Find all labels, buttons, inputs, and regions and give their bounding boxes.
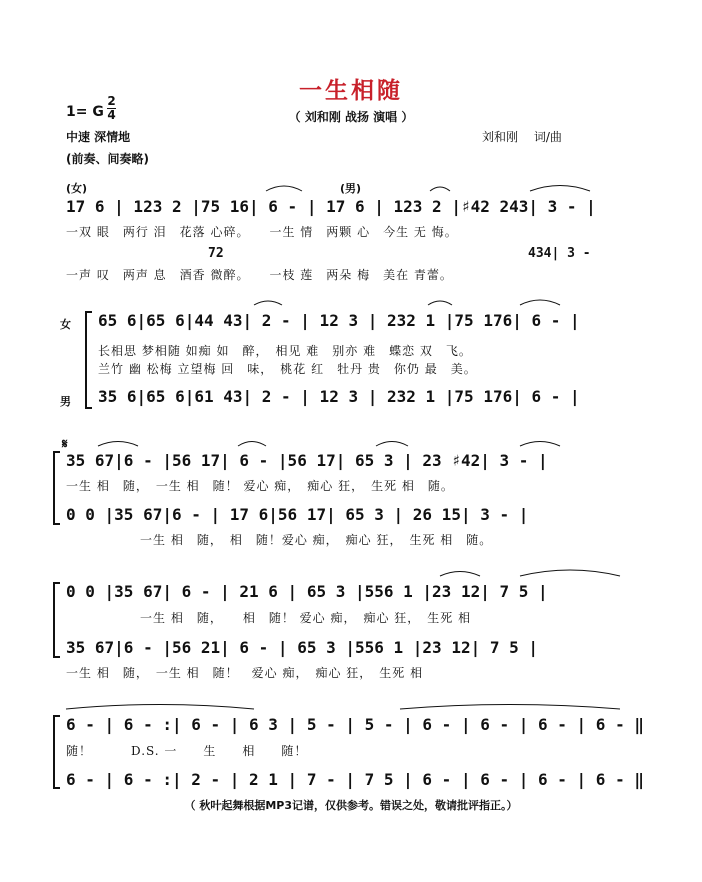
footer-note: （ 秋叶起舞根据MP3记谱，仅供参考。错误之处，敬请批评指正。）	[184, 799, 518, 812]
song-title: 一生相随	[299, 78, 403, 104]
slur-9	[376, 442, 408, 447]
system4-lower-notes: 35 67|6 - |56 21| 6 - | 65 3 |556 1 |23 12| 7 5 |	[66, 638, 539, 657]
performers: （ 刘和刚 战扬 演唱 ）	[288, 110, 414, 124]
bracket-system2	[86, 312, 92, 408]
system2-lyrics-1: 长相思 梦相随 如痴 如 醉， 相见 难 别亦 难 蝶恋 双 飞。	[98, 344, 472, 358]
system1-notes: 17 6 | 123 2 |75 16| 6 - | 17 6 | 123 2 |♯42 243| 3 - |	[66, 197, 596, 216]
slur-12	[520, 570, 620, 576]
system1-lyrics-2: 一声 叹 两声 息 酒香 微醉。 一枝 莲 两朵 梅 美在 青蕾。	[66, 268, 453, 282]
system3-upper-notes: 35 67|6 - |56 17| 6 - |56 17| 65 3 | 23 ♯42| 3 - |	[66, 451, 548, 470]
key-signature: 1= G	[66, 104, 104, 120]
bracket-system3	[54, 452, 60, 524]
role-male: (男)	[340, 182, 362, 195]
slur-10	[520, 442, 560, 447]
slur-13	[66, 705, 254, 710]
slur-8	[238, 442, 266, 447]
slur-4	[254, 301, 282, 305]
system3-lower-lyrics: 一生 相 随， 相 随！爱心 痴， 痴心 狂， 生死 相 随。	[140, 533, 493, 547]
system4-lower-lyrics: 一生 相 随， 一生 相 随！ 爱心 痴， 痴心 狂， 生死 相	[66, 666, 424, 680]
time-signature: 2 4	[107, 94, 116, 122]
slur-7	[98, 442, 138, 447]
system5-upper-notes: 6 - | 6 - :| 6 - | 6 3 | 5 - | 5 - | 6 - | 6 - | 6 - | 6 - ‖	[66, 715, 644, 734]
system1-alt-notes-1: 72	[208, 246, 224, 261]
side-label-female: 女	[60, 318, 71, 331]
bracket-system5	[54, 716, 60, 788]
slur-11	[440, 572, 480, 577]
system1-alt-notes-2: 434| 3 -	[528, 246, 591, 261]
slur-1	[266, 186, 302, 191]
system5-upper-lyrics: 随！ D.S. 一 生 相 随！	[66, 744, 308, 758]
system4-upper-notes: 0 0 |35 67| 6 - | 21 6 | 65 3 |556 1 |23 12| 7 5 |	[66, 582, 548, 601]
system2-lower-notes: 35 6|65 6|61 43| 2 - | 12 3 | 232 1 |75 176| 6 - |	[98, 387, 580, 406]
slur-2	[430, 187, 450, 191]
role-female: (女)	[66, 182, 88, 195]
system5-lower-notes: 6 - | 6 - :| 2 - | 2 1 | 7 - | 7 5 | 6 - | 6 - | 6 - | 6 - ‖	[66, 770, 644, 789]
system3-lower-notes: 0 0 |35 67|6 - | 17 6|56 17| 65 3 | 26 15| 3 - |	[66, 505, 529, 524]
system2-lyrics-2: 兰竹 幽 松梅 立望梅 回 味， 桃花 红 牡丹 贵 你仍 最 美。	[98, 362, 477, 376]
slur-14	[400, 705, 620, 710]
slur-3	[530, 186, 590, 192]
tempo-marking: 中速 深情地	[66, 130, 131, 144]
system2-upper-notes: 65 6|65 6|44 43| 2 - | 12 3 | 232 1 |75 176| 6 - |	[98, 311, 580, 330]
system1-lyrics-1: 一双 眼 两行 泪 花落 心碎。 一生 情 两颗 心 今生 无 悔。	[66, 225, 458, 239]
slur-5	[428, 301, 452, 305]
system4-upper-lyrics: 一生 相 随， 相 随！ 爱心 痴， 痴心 狂， 生死 相	[140, 611, 472, 625]
credits: 刘和刚 词/曲	[482, 130, 562, 144]
segno-sign: 𝄋	[62, 437, 68, 452]
side-label-male: 男	[60, 395, 71, 408]
slur-6	[520, 300, 560, 305]
system3-upper-lyrics: 一生 相 随， 一生 相 随！ 爱心 痴， 痴心 狂， 生死 相 随。	[66, 479, 454, 493]
bracket-system4	[54, 583, 60, 657]
intro-note: (前奏、间奏略)	[66, 152, 149, 166]
